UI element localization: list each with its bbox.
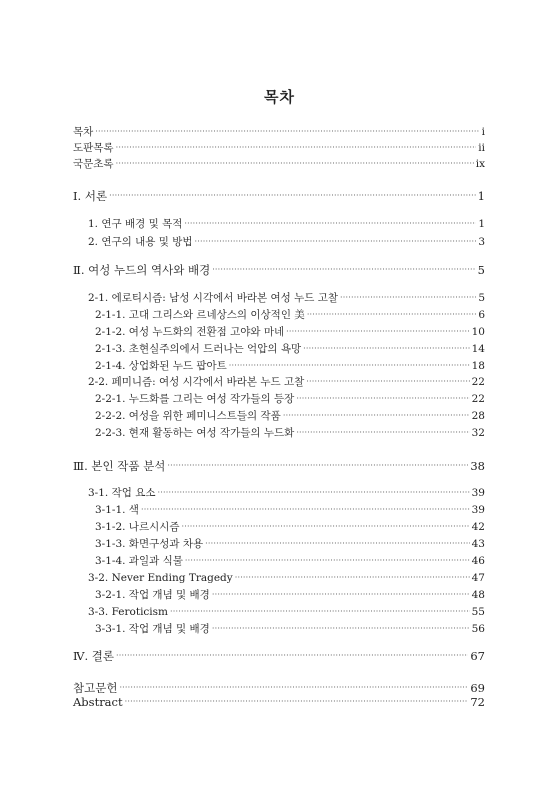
toc-entry-references (73, 680, 485, 694)
dot-leader (170, 607, 470, 617)
toc-entry-label: Ⅲ. 본인 작품 분석 (73, 459, 166, 473)
toc-entry-label: 참고문헌 (73, 681, 118, 695)
toc-entry-page: 1 (478, 218, 485, 230)
dot-leader (125, 697, 469, 707)
dot-leader (119, 683, 468, 693)
dot-leader (116, 159, 474, 169)
dot-leader (167, 461, 468, 471)
dot-leader (296, 394, 469, 404)
toc-entry-label: 2. 연구의 내용 및 방법 (88, 236, 193, 248)
dot-leader (116, 651, 468, 661)
toc-entry-page: 72 (470, 695, 485, 709)
toc-entry-label: 3-2-1. 작업 개념 및 배경 (95, 589, 210, 601)
toc-entry-page: 38 (470, 459, 485, 473)
toc-entry-label: 도판목록 (73, 142, 114, 154)
toc-entry-label: Ⅳ. 결론 (73, 649, 115, 663)
toc-entry-page: 39 (471, 487, 485, 499)
toc-entry-subsection (95, 324, 485, 338)
toc-entry-page: 69 (470, 681, 485, 695)
toc-entry-section (88, 290, 485, 304)
dot-leader (212, 265, 475, 275)
toc-entry-page: 56 (471, 623, 485, 635)
toc-entry-section (88, 570, 485, 584)
toc-entry-page: 32 (471, 427, 485, 439)
toc-entry-subsection (95, 519, 485, 533)
toc-entry-page: 6 (478, 309, 485, 321)
toc-entry-label: 국문초록 (73, 158, 114, 170)
dot-leader (182, 522, 470, 532)
dot-leader (158, 488, 470, 498)
toc-entry-page: 14 (471, 343, 485, 355)
toc-entry-section (88, 234, 485, 248)
toc-entry-label: 2-1-2. 여성 누드화의 전환점 고야와 마네 (95, 326, 285, 338)
toc-entry-subsection (95, 408, 485, 422)
toc-entry-page: i (481, 126, 485, 138)
toc-entry-page: 28 (471, 410, 485, 422)
toc-entry-page: 67 (470, 649, 485, 663)
page-title: 목차 (264, 88, 295, 106)
dot-leader (109, 191, 476, 201)
toc-entry-front-contents (73, 124, 485, 138)
dot-leader (296, 428, 469, 438)
dot-leader (235, 573, 470, 583)
dot-leader (205, 539, 469, 549)
toc-entry-page: 48 (471, 589, 485, 601)
dot-leader (212, 590, 470, 600)
toc-entry-subsection (95, 391, 485, 405)
toc-entry-chapter (73, 188, 485, 202)
toc-entry-page: 46 (471, 555, 485, 567)
toc-entry-label: 3-1. 작업 요소 (88, 487, 156, 499)
dot-leader (184, 219, 476, 229)
toc-entry-subsection (95, 587, 485, 601)
toc-entry-page: 39 (471, 504, 485, 516)
toc-entry-page: ix (475, 158, 485, 170)
toc-entry-chapter (73, 262, 485, 276)
toc-entry-label: 2-1. 에로티시즘: 남성 시각에서 바라본 여성 누드 고찰 (88, 292, 339, 304)
toc-entry-page: 3 (478, 236, 485, 248)
toc-entry-page: 5 (477, 263, 485, 277)
dot-leader (185, 556, 470, 566)
toc-entry-page: 22 (471, 393, 485, 405)
toc-entry-chapter (73, 648, 485, 662)
toc-entry-section (88, 604, 485, 618)
toc-entry-label: 2-2-2. 여성을 위한 페미니스트들의 작품 (95, 410, 281, 422)
dot-leader (95, 127, 479, 137)
toc-entry-abstract-en (73, 694, 485, 708)
toc-entry-label: Abstract (73, 695, 123, 709)
toc-entry-subsection (95, 307, 485, 321)
toc-entry-page: 55 (471, 606, 485, 618)
toc-entry-section (88, 374, 485, 388)
toc-entry-label: 3-3. Feroticism (88, 606, 169, 618)
toc-entry-page: 1 (477, 189, 485, 203)
toc-entry-chapter (73, 458, 485, 472)
dot-leader (303, 344, 470, 354)
toc-entry-label: 2-1-1. 고대 그리스와 르네상스의 이상적인 美 (95, 309, 305, 321)
toc-entry-label: 3-1-2. 나르시시즘 (95, 521, 180, 533)
toc-entry-front-abstract (73, 156, 485, 170)
toc-entry-page: 42 (471, 521, 485, 533)
dot-leader (306, 377, 469, 387)
dot-leader (229, 361, 470, 371)
toc-entry-subsection (95, 358, 485, 372)
toc-entry-subsection (95, 502, 485, 516)
toc-entry-page: 5 (478, 292, 485, 304)
toc-entry-page: 47 (471, 572, 485, 584)
toc-entry-subsection (95, 341, 485, 355)
toc-entry-page: 10 (471, 326, 485, 338)
toc-entry-label: 2-1-3. 초현실주의에서 드러나는 억압의 욕망 (95, 343, 302, 355)
dot-leader (286, 327, 469, 337)
dot-leader (141, 505, 470, 515)
dot-leader (307, 310, 477, 320)
dot-leader (116, 143, 477, 153)
toc-entry-label: 3-1-1. 색 (95, 504, 139, 516)
toc-entry-page: 43 (471, 538, 485, 550)
toc-entry-page: 18 (471, 360, 485, 372)
dot-leader (195, 237, 477, 247)
toc-entry-subsection (95, 621, 485, 635)
toc-entry-subsection (95, 536, 485, 550)
toc-entry-label: 2-2-3. 현재 활동하는 여성 작가들의 누드화 (95, 427, 295, 439)
toc-entry-section (88, 485, 485, 499)
toc-entry-label: 1. 연구 배경 및 목적 (88, 218, 183, 230)
toc-entry-page: ii (478, 142, 485, 154)
toc-entry-subsection (95, 425, 485, 439)
toc-entry-front-figures (73, 140, 485, 154)
toc-entry-page: 22 (471, 376, 485, 388)
dot-leader (283, 411, 470, 421)
toc-entry-label: Ⅰ. 서론 (73, 189, 108, 203)
toc-entry-subsection (95, 553, 485, 567)
dot-leader (340, 293, 476, 303)
toc-entry-label: 2-2. 페미니즘: 여성 시각에서 바라본 누드 고찰 (88, 376, 305, 388)
toc-entry-label: Ⅱ. 여성 누드의 역사와 배경 (73, 263, 211, 277)
toc-entry-label: 3-3-1. 작업 개념 및 배경 (95, 623, 210, 635)
dot-leader (212, 624, 470, 634)
toc-entry-label: 2-2-1. 누드화를 그리는 여성 작가들의 등장 (95, 393, 295, 405)
toc-entry-label: 3-2. Never Ending Tragedy (88, 572, 233, 584)
toc-entry-label: 2-1-4. 상업화된 누드 팝아트 (95, 360, 227, 372)
toc-entry-label: 3-1-3. 화면구성과 차용 (95, 538, 204, 550)
toc-entry-label: 목차 (73, 126, 94, 138)
toc-entry-label: 3-1-4. 과일과 식물 (95, 555, 183, 567)
toc-entry-section (88, 216, 485, 230)
